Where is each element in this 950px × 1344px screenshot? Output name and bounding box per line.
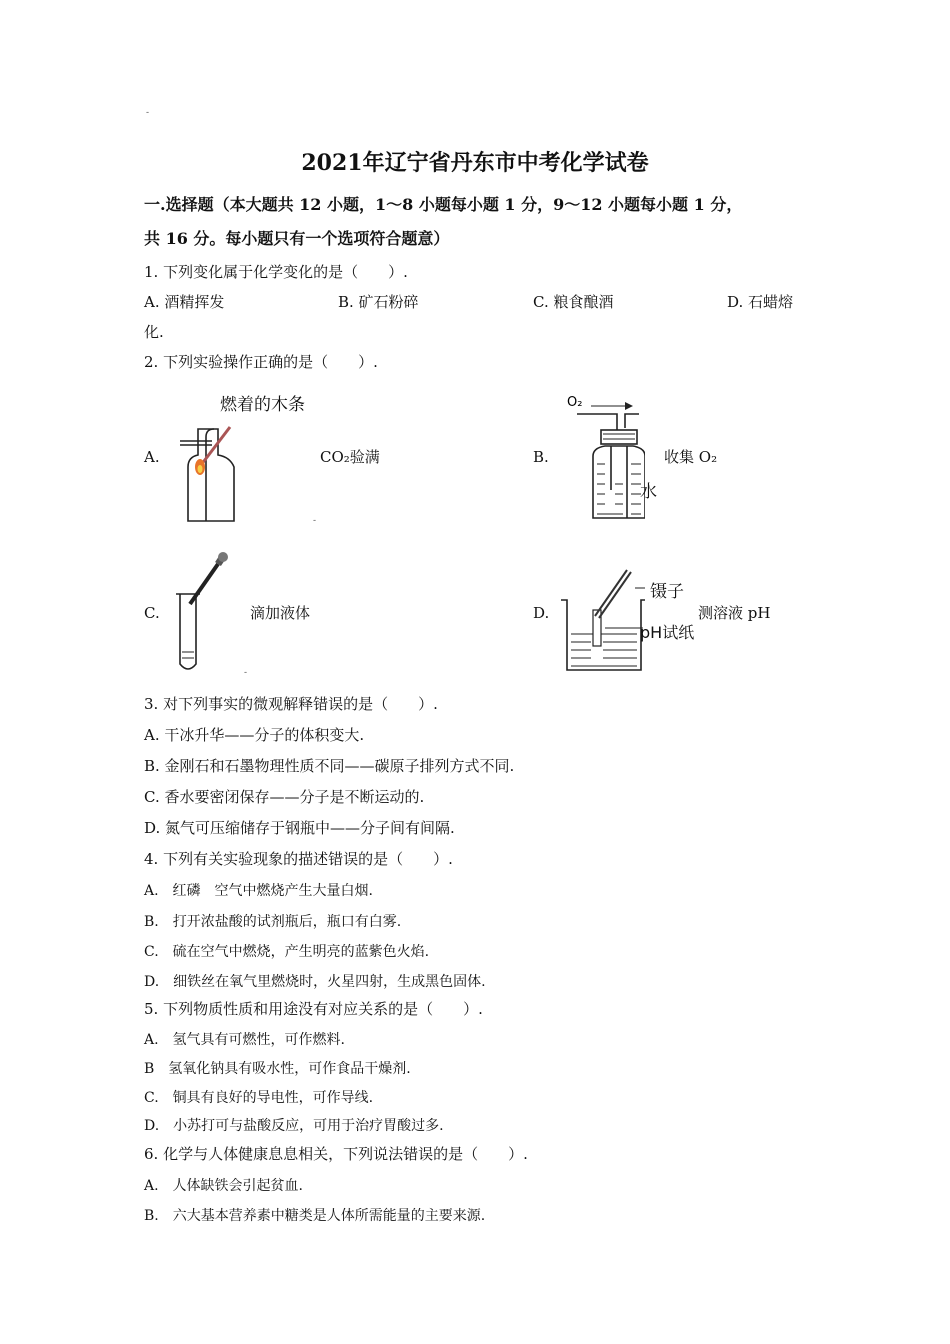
q2-option-d-letter: D. [533,604,550,622]
fig-c-dropper-tube [170,548,240,676]
q2-option-a-caption: CO₂验满 [320,448,380,466]
fig-d-ph-paper-label: pH试纸 [640,623,695,642]
q6-option-a: A. 人体缺铁会引起贫血. [144,1178,304,1194]
q2-option-b-letter: B. [533,448,549,466]
q1-stem: 1. 下列变化属于化学变化的是（ ）. [144,263,408,281]
q3-option-d: D. 氮气可压缩储存于钢瓶中——分子间有间隔. [144,819,455,837]
fig-a-label-burning-stick: 燃着的木条 [220,395,305,415]
q5-stem: 5. 下列物质性质和用途没有对应关系的是（ ）. [144,1000,483,1018]
section-heading-line2: 共 16 分。每小题只有一个选项符合题意） [144,229,450,248]
q4-stem: 4. 下列有关实验现象的描述错误的是（ ）. [144,850,453,868]
page-title: 2021年辽宁省丹东市中考化学试卷 [301,150,649,176]
q4-option-d: D. 细铁丝在氧气里燃烧时，火星四射，生成黑色固体. [144,974,486,990]
q3-stem: 3. 对下列事实的微观解释错误的是（ ）. [144,695,438,713]
fig-b-o2-label: O₂ [567,395,583,410]
fig-a-co2-bottle [170,415,250,527]
q5-option-d: D. 小苏打可与盐酸反应，可用于治疗胃酸过多. [144,1118,444,1134]
q3-option-c: C. 香水要密闭保存——分子是不断运动的. [144,788,425,806]
fig-d-beaker [555,560,645,675]
fig-c-mark: - [244,668,248,678]
fig-d-tweezers-label: 镊子 [650,582,684,602]
q5-option-b: B 氢氧化钠具有吸水性，可作食品干燥剂. [144,1061,411,1077]
q4-option-a: A. 红磷 空气中燃烧产生大量白烟. [144,883,374,899]
section-heading-line1: 一.选择题（本大题共 12 小题，1～8 小题每小题 1 分，9～12 小题每小题 1 分， [144,195,743,214]
q6-stem: 6. 化学与人体健康息息相关，下列说法错误的是（ ）. [144,1145,528,1163]
q5-option-a: A. 氢气具有可燃性，可作燃料. [144,1032,346,1048]
fig-b-water-label: 水 [640,482,657,502]
q1-option-c: C. 粮食酿酒 [533,293,614,311]
top-mark: - [146,108,150,118]
q6-option-b: B. 六大基本营养素中糖类是人体所需能量的主要来源. [144,1208,486,1224]
q2-option-a-letter: A. [144,448,160,466]
q2-option-b-caption: 收集 O₂ [664,448,718,466]
q1-option-d-wrap: 化. [144,323,164,341]
q2-option-c-caption: 滴加液体 [250,604,311,622]
fig-a-mark: - [313,516,317,526]
q3-option-b: B. 金刚石和石墨物理性质不同——碳原子排列方式不同. [144,757,515,775]
q1-option-d: D. 石蜡熔 [727,293,794,311]
q4-option-b: B. 打开浓盐酸的试剂瓶后，瓶口有白雾. [144,914,402,930]
q3-option-a: A. 干冰升华——分子的体积变大. [144,726,365,744]
q1-option-a: A. 酒精挥发 [144,293,225,311]
q1-option-b: B. 矿石粉碎 [338,293,419,311]
q2-stem: 2. 下列实验操作正确的是（ ）. [144,353,378,371]
q4-option-c: C. 硫在空气中燃烧，产生明亮的蓝紫色火焰. [144,944,430,960]
fig-b-gas-bottle [565,390,645,525]
q2-option-d-caption: 测溶液 pH [698,604,771,622]
q5-option-c: C. 铜具有良好的导电性，可作导线. [144,1090,374,1106]
q2-option-c-letter: C. [144,604,160,622]
